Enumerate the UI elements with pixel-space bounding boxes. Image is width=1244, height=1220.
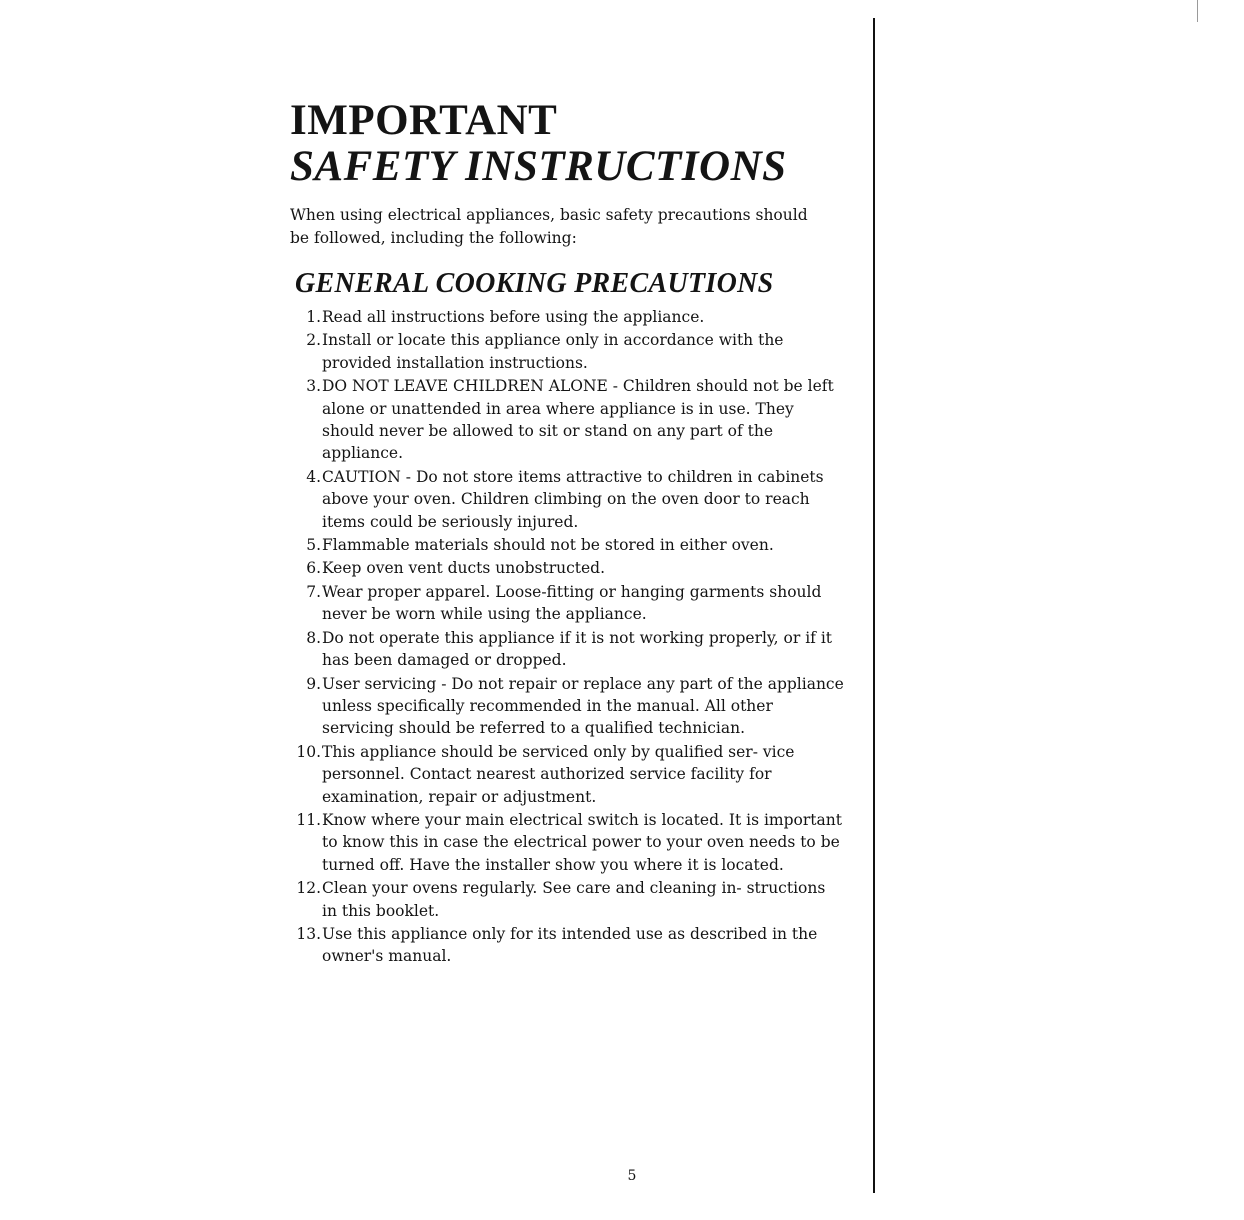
item-number: 3. [306, 377, 321, 396]
list-item [290, 923, 845, 968]
item-text: CAUTION - Do not store items attractive to children in cabinets above your oven. Children climbing on the oven door to reach items could be seriously injured. [322, 467, 824, 531]
page-divider-line [873, 18, 875, 1193]
item-text: Install or locate this appliance only in accordance with the provided installation instructions. [322, 331, 784, 372]
item-number: 5. [306, 536, 321, 555]
item-number: 8. [306, 628, 321, 647]
list-item [290, 329, 845, 374]
item-number: 11. [296, 810, 321, 829]
item-text: DO NOT LEAVE CHILDREN ALONE - Children should not be left alone or unattended in area where appliance is in use. They should never be allowed to sit or stand on any part of the appliance. [322, 377, 834, 463]
page-content [290, 98, 845, 969]
title-safety-instructions: SAFETY INSTRUCTIONS [290, 143, 787, 190]
intro-paragraph: When using electrical appliances, basic safety precautions should be followed, including the following: [290, 206, 808, 247]
list-item [290, 557, 845, 579]
item-number: 2. [306, 331, 321, 350]
item-number: 7. [306, 582, 321, 601]
item-number: 9. [306, 674, 321, 693]
item-text: Read all instructions before using the appliance. [322, 308, 705, 326]
precautions-list [290, 306, 845, 968]
list-item [290, 627, 845, 672]
item-text: Flammable materials should not be stored in either oven. [322, 536, 774, 555]
list-item [290, 673, 845, 740]
item-text: Do not operate this appliance if it is not working properly, or if it has been damaged or dropped. [322, 628, 833, 670]
list-item [290, 809, 845, 876]
title-important: IMPORTANT [290, 97, 558, 144]
item-number: 1. [306, 308, 321, 326]
list-item [290, 877, 845, 922]
item-text: User servicing - Do not repair or replace any part of the appliance unless specifically recommended in the manual. All other servicing should be referred to a qualified technician. [322, 674, 844, 738]
item-text: This appliance should be serviced only by qualified ser- vice personnel. Contact nearest authorized service facility for examination, repair or adjustment. [322, 742, 795, 806]
item-text: Wear proper apparel. Loose-fitting or hanging garments should never be worn while using the appliance. [322, 582, 822, 624]
list-item [290, 466, 845, 533]
item-number: 4. [306, 467, 321, 486]
page-number: 5 [627, 1168, 637, 1184]
list-item [290, 741, 845, 808]
list-item [290, 375, 845, 465]
list-item [290, 534, 845, 556]
item-text: Know where your main electrical switch is located. It is important to know this in case the electrical power to your oven needs to be turned off. Have the installer show you where it is located. [322, 810, 842, 874]
item-text: Clean your ovens regularly. See care and cleaning in- structions in this booklet. [322, 879, 826, 920]
section-heading-general-cooking: GENERAL COOKING PRECAUTIONS [295, 268, 774, 299]
item-number: 13. [296, 924, 321, 943]
list-item [290, 306, 845, 328]
corner-mark-line [1197, 0, 1198, 22]
item-number: 12. [296, 879, 321, 898]
item-text: Keep oven vent ducts unobstructed. [322, 559, 606, 578]
item-number: 6. [306, 559, 321, 578]
item-number: 10. [296, 742, 321, 761]
list-item [290, 581, 845, 626]
item-text: Use this appliance only for its intended use as described in the owner's manual. [322, 924, 818, 966]
